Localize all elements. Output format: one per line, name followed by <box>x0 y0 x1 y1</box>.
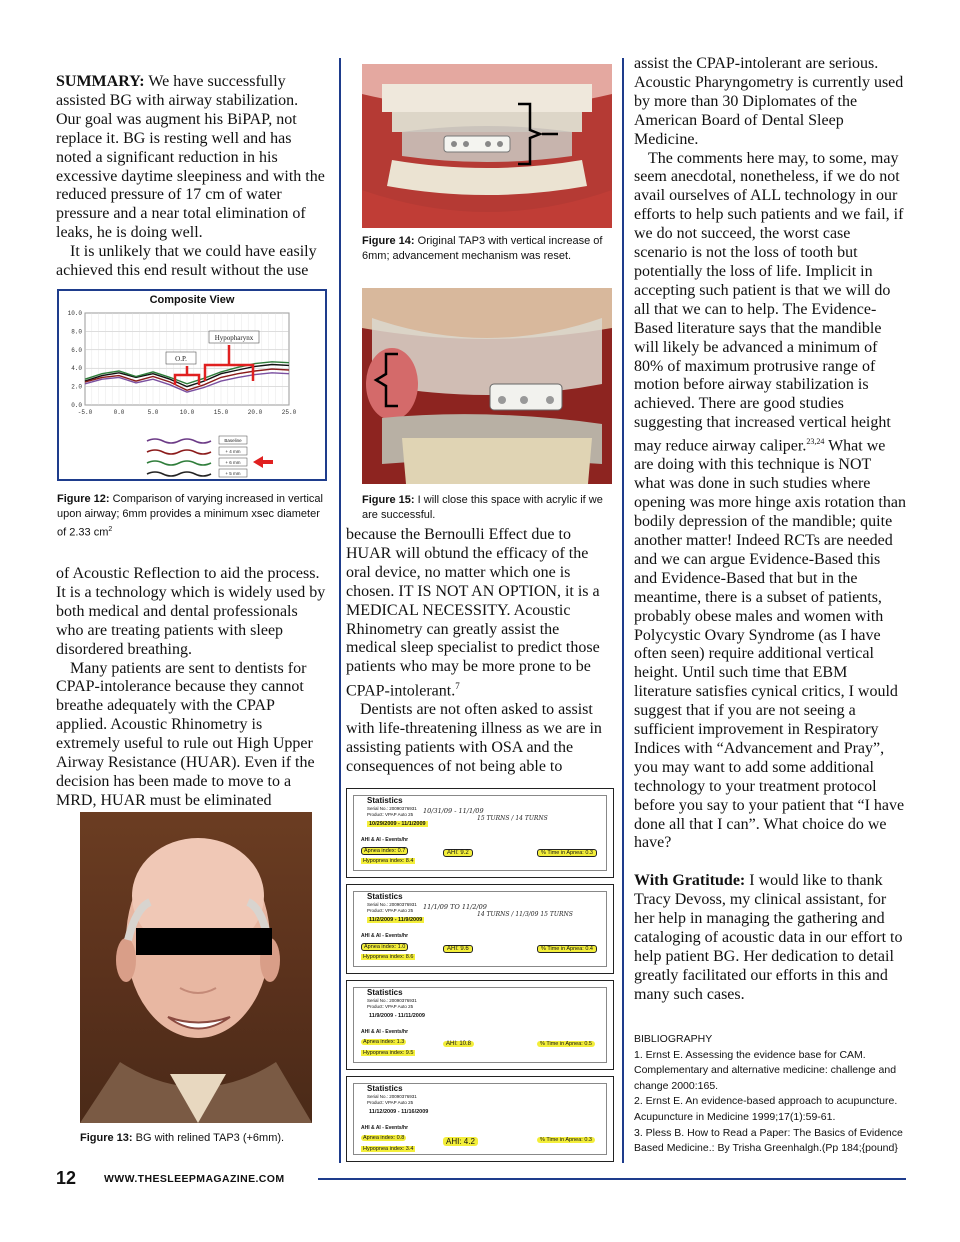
figure-12-text: Comparison of varying increased in vertical upon airway; 6mm provides a minimum xsec diameter of 2.33 cm <box>57 493 323 539</box>
chart-title: Composite View <box>149 294 235 306</box>
bibliography <box>634 1032 906 1157</box>
figure-13-text: BG with relined TAP3 (+6mm). <box>132 1132 285 1144</box>
legend-swatch-6mm <box>147 461 211 465</box>
summary-label: SUMMARY: <box>56 73 145 90</box>
gratitude-text: I would like to thank Tracy Devoss, my clinical assistant, for her help in managing the gathering and cataloging of acoustic data in our effort to help patient BG. Her dedication to detail greatly facilitated our efforts in this and many such cases. <box>634 872 903 1003</box>
chart-legend-swatches <box>147 439 211 476</box>
figure-14-label: Figure 14: <box>362 235 415 247</box>
page-footer <box>56 1168 906 1192</box>
legend-label-4mm: + 4 mm <box>225 449 241 454</box>
eye-censor-bar <box>136 928 272 955</box>
patient-portrait-svg <box>80 812 312 1123</box>
comments-sup: 23,24 <box>806 437 825 447</box>
y-tick-label: 8.0 <box>71 328 82 336</box>
stats-pct-apnea: % Time in Apnea: 0.3 <box>537 849 597 857</box>
composite-view-chart <box>57 289 327 481</box>
figure-13-label: Figure 13: <box>80 1132 133 1144</box>
y-tick-label: 2.0 <box>71 383 82 391</box>
page-number: 12 <box>56 1168 77 1188</box>
legend-label-6mm: + 6 mm <box>225 460 241 465</box>
stats-product: Product: VPAP Auto 25 <box>367 812 414 817</box>
summary-text: We have successfully assisted BG with airway stabilization. Our goal was augment his BiPAP, not replace it. BG is resting well and has noted a significant reduction in his excessive daytime sleepiness and with the reduced pressure of 17 cm of water pressure and a near total elimination of leaks, he is doing well. <box>56 73 325 242</box>
bernoulli-text: because the Bernoulli Effect due to HUAR will obtund the efficacy of the oral device, no matter which one is chosen. IT IS NOT AN OPTION, it is a MEDICAL NECESSITY. Acoustic Rhinometry can greatly assist the medical sleep specialist to predict those patients who may be more prone to be CPAP-intolerant. <box>346 526 600 700</box>
figure-13-patient-photo <box>80 812 312 1123</box>
figure-15-label: Figure 15: <box>362 494 415 506</box>
stats-range: 11/2/2009 - 11/9/2009 <box>369 917 423 923</box>
x-tick-label: -5.0 <box>77 409 93 416</box>
stats-hypopnea-index: Hypopnea index: 8.4 <box>363 858 414 864</box>
stats-section: AHI & AI - Events/hr <box>361 1029 409 1035</box>
stats-apnea-index: Apnea index: 0.7 <box>361 847 408 855</box>
legend-swatch-4mm <box>147 450 211 454</box>
stats-section: AHI & AI - Events/hr <box>361 933 409 939</box>
x-tick-label: 25.0 <box>281 409 297 416</box>
stats-apnea-index: Apnea index: 0.8 <box>363 1135 405 1141</box>
footer-rule <box>318 1178 906 1180</box>
stats-serial: Serial No.: 20090376931 <box>367 902 417 907</box>
stats-handwritten-turns: 15 TURNS / 14 TURNS <box>477 815 548 822</box>
x-tick-label: 5.0 <box>147 409 159 416</box>
stats-handwritten-turns: 14 TURNS / 11/3/09 15 TURNS <box>477 911 573 918</box>
y-tick-label: 0.0 <box>71 402 82 409</box>
stats-pct-apnea: % Time in Apnea: 0.5 <box>537 1041 595 1047</box>
figure-12-sup: 2 <box>108 526 113 533</box>
bibliography-item: 1. Ernst E. Assessing the evidence base for CAM. Complementary and alternative medicine: challenge and change 2000:165. <box>634 1048 897 1092</box>
stats-serial: Serial No.: 20090376931 <box>367 998 417 1003</box>
column-3-text <box>634 55 906 1005</box>
stats-range: 11/9/2009 - 11/11/2009 <box>369 1013 425 1019</box>
stats-handwritten-range: 11/1/09 TO 11/2/09 <box>423 903 487 911</box>
stats-apnea-index: Apnea index: 1.3 <box>363 1039 405 1045</box>
x-tick-label: 0.0 <box>113 409 125 416</box>
stats-range: 11/12/2009 - 11/16/2009 <box>369 1109 429 1115</box>
gratitude-paragraph <box>634 872 906 1004</box>
legend-swatch-baseline <box>147 439 211 443</box>
bibliography-item: 3. Pless B. How to Read a Paper: The Basics of Evidence Based Medicine.: By Trisha Greenhalgh.(Pp 184;{pound} <box>634 1126 903 1155</box>
legend-red-arrow-icon <box>253 456 273 468</box>
stats-serial: Serial No.: 20090376931 <box>367 806 417 811</box>
gratitude-label: With Gratitude: <box>634 872 746 890</box>
comments-paragraph <box>634 150 906 854</box>
stats-pct-apnea: % Time in Apnea: 0.3 <box>537 1137 595 1143</box>
legend-label-5mm: + 5 mm <box>225 471 241 476</box>
statistics-card <box>346 1076 614 1162</box>
stats-title: Statistics <box>367 1084 403 1093</box>
stats-product: Product: VPAP Auto 25 <box>367 1100 414 1105</box>
stats-hypopnea-index: Hypopnea index: 9.5 <box>363 1050 414 1056</box>
figure-15-text: I will close this space with acrylic if we are successful. <box>362 494 603 521</box>
composite-view-svg <box>59 291 325 479</box>
figure-14-oral-appliance-photo <box>362 64 612 228</box>
figure-15-oral-appliance-photo <box>362 288 612 484</box>
stats-product: Product: VPAP Auto 25 <box>367 1004 414 1009</box>
stats-hypopnea-index: Hypopnea index: 3.4 <box>363 1146 414 1152</box>
many-patients-paragraph: Many patients are sent to dentists for CPAP-intolerance because they cannot breathe adequately with the CPAP applied. Acoustic Rhinometry is extremely useful to rule out High Upper Airway Resistance (HUAR). Even if the decision has been made to move to a MRD, HUAR must be eliminated <box>56 659 315 809</box>
chart-y-tick-labels <box>68 310 83 409</box>
column-1-middle-text <box>56 565 328 811</box>
figure-13-caption <box>80 1131 320 1146</box>
stats-ahi: AHI: 10.8 <box>443 1041 474 1047</box>
stats-ahi: AHI: 9.2 <box>443 849 473 857</box>
stats-section: AHI & AI - Events/hr <box>361 837 409 843</box>
figure-14-caption <box>362 234 614 264</box>
column-rule-left <box>339 58 341 1163</box>
figure-12-caption <box>57 492 329 541</box>
stats-pct-apnea: % Time in Apnea: 0.4 <box>537 945 597 953</box>
legend-label-baseline: Baseline <box>224 438 242 443</box>
statistics-card <box>346 884 614 974</box>
figure-14-text: Original TAP3 with vertical increase of 6mm; advancement mechanism was reset. <box>362 235 603 262</box>
bernoulli-paragraph <box>346 526 612 701</box>
stats-apnea-index: Apnea index: 1.0 <box>361 943 408 951</box>
y-tick-label: 4.0 <box>71 365 82 373</box>
appliance-closeup-svg <box>362 288 612 484</box>
unlikely-paragraph: It is unlikely that we could have easily achieved this end result without the use <box>56 243 317 280</box>
figure-12-label: Figure 12: <box>57 493 110 505</box>
stats-range: 10/29/2009 - 11/1/2009 <box>369 821 426 827</box>
comments-text-a: The comments here may, to some, may seem anecdotal, nonetheless, if we do not avail ourselves of ALL technology in our efforts to help such patients and we fail, if we do not succeed, the worst case scenario is not the loss of tooth but potentially the loss of life. Implicit in accepting such patient is that we will do all that we can to help. The Evidence-Based literature says that the mandible will likely be advanced a minimum of 80% of maximum protrusive range of motion before airway stabilization is achieved. There are good studies suggesting that increased vertical height may reduce airway caliper. <box>634 149 904 455</box>
column-2-text <box>346 526 612 777</box>
stats-section: AHI & AI - Events/hr <box>361 1125 409 1131</box>
stats-product: Product: VPAP Auto 25 <box>367 908 414 913</box>
stats-title: Statistics <box>367 988 403 997</box>
chart-legend <box>219 436 247 477</box>
y-tick-label: 10.0 <box>67 310 82 317</box>
statistics-card <box>346 980 614 1070</box>
stats-hypopnea-index: Hypopnea index: 8.6 <box>363 954 414 960</box>
chart-x-tick-labels <box>78 409 297 416</box>
column-1-top-text <box>56 73 326 281</box>
y-tick-label: 6.0 <box>71 346 82 354</box>
stats-title: Statistics <box>367 796 403 805</box>
x-tick-label: 20.0 <box>247 409 263 416</box>
appliance-photo-svg <box>362 64 612 228</box>
x-tick-label: 15.0 <box>213 409 229 416</box>
statistics-card <box>346 788 614 878</box>
bibliography-item: 2. Ernst E. An evidence-based approach to acupuncture. Acupuncture in Medicine 1999;17(1):59-61. <box>634 1095 898 1123</box>
column-rule-right <box>622 58 624 1163</box>
assist-paragraph: assist the CPAP-intolerant are serious. Acoustic Pharyngometry is currently used by more than 30 Diplomates of the American Board of Dental Sleep Medicine. <box>634 55 904 148</box>
site-url-link[interactable]: WWW.THESLEEPMAGAZINE.COM <box>104 1173 285 1185</box>
dentists-paragraph: Dentists are not often asked to assist with life-threatening illness as we are in assisting patients with OSA and the consequences of not being able to <box>346 701 602 776</box>
stats-serial: Serial No.: 20090376931 <box>367 1094 417 1099</box>
legend-swatch-5mm <box>147 472 211 476</box>
stats-handwritten-range: 10/31/09 - 11/1/09 <box>423 807 484 815</box>
op-label: O.P. <box>175 355 187 363</box>
stats-title: Statistics <box>367 892 403 901</box>
stats-ahi: AHI: 9.6 <box>443 945 473 953</box>
stats-ahi: AHI: 4.2 <box>443 1137 478 1146</box>
x-tick-label: 10.0 <box>179 409 195 416</box>
bibliography-heading: BIBLIOGRAPHY <box>634 1033 713 1045</box>
hypopharynx-label: Hypopharynx <box>214 334 254 342</box>
figure-15-caption <box>362 493 614 523</box>
bernoulli-sup: 7 <box>455 681 460 692</box>
acoustic-paragraph: of Acoustic Reflection to aid the process. It is a technology which is widely used by both medical and dental professionals who are treating patients with sleep disordered breathing. <box>56 565 326 658</box>
comments-text-b: What we are doing with this technique is NOT what was done in such studies where opening was more hinge axis rotation than bodily depression of the mandible; quite another matter! Indeed RCTs are needed and we can argue Evidence-Based this and Evidence-Based that but in the meantime, there is a subset of patients, probably obese males and women with Polycystic Ovary Syndrome (as I have often seen) require additional vertical height. Until such time that EBM literature satisfies cynical critics, I would suggest that if you are not seeing a sufficient improvement in Respiratory Indices with “Advancement and Pray”, you may want to add some additional technology to your treatment protocol before you say to your patient that “I have done all that I can”. What choice do we have? <box>634 437 906 852</box>
summary-paragraph <box>56 73 326 243</box>
